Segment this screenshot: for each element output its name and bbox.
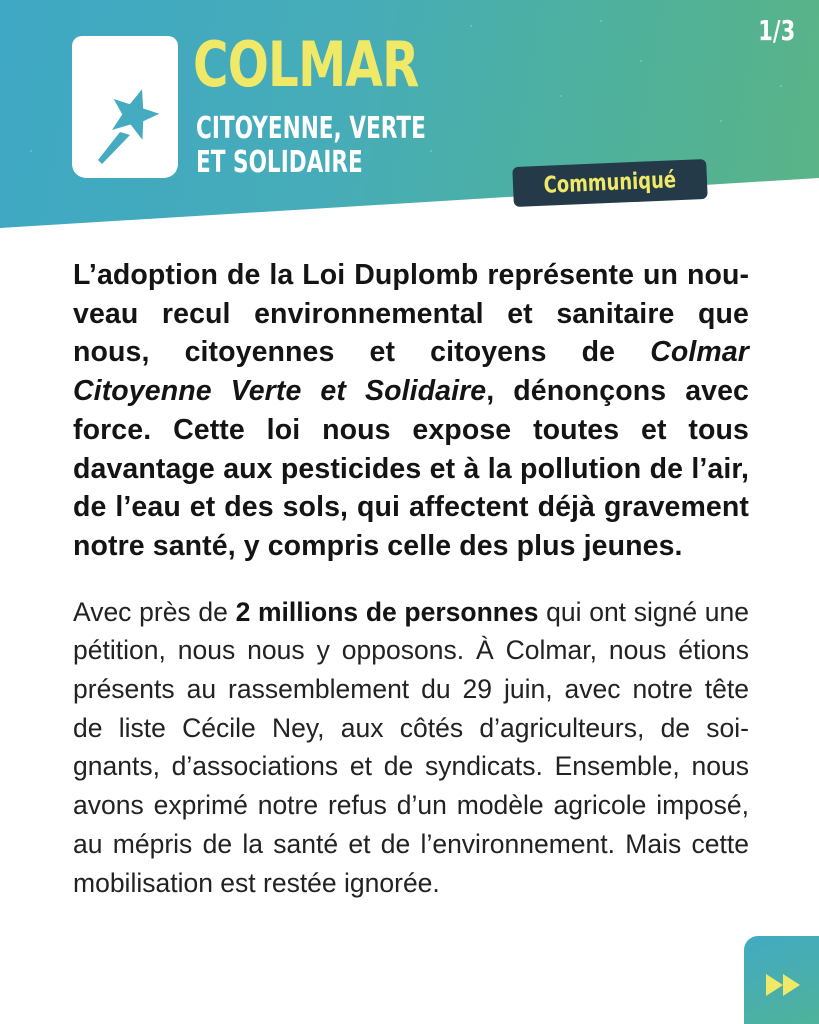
intro-text-end: , dénonçons avec force. Cette loi nous expose toutes et tous davantage aux pesticides et à la pollution de l’air, de l’eau et des sols, qui affectent déjà gravement notre santé, y compris celle des plus jeunes.	[73, 375, 749, 562]
fast-forward-icon	[766, 974, 802, 996]
brand-subtitle-line1: CITOYENNE, VERTE	[196, 111, 426, 146]
next-page-button[interactable]	[744, 936, 819, 1024]
star-logo-icon	[72, 36, 178, 178]
logo-shield	[72, 36, 178, 178]
intro-paragraph	[73, 256, 749, 566]
brand-title: COLMAR	[193, 28, 419, 101]
petition-count: 2 millions de personnes	[235, 596, 539, 627]
mobilisation-text-end: qui ont signé une pétition, nous nous y opposons. À Colmar, nous étions présents au rassemblement du 29 juin, avec notre tête de liste Cécile Ney, aux côtés d’agriculteurs, de soignants, d’associations et de syndicats. Ensemble, nous avons exprimé notre refus d’un modèle agricole imposé, au mépris de la santé et de l’environnement. Mais cette mobilisation est restée ignorée.	[73, 596, 750, 898]
mobilisation-text-start: Avec près de	[73, 596, 236, 627]
organization-name: Colmar Citoyenne Verte et Solidaire	[73, 336, 749, 408]
page-indicator: 1/3	[758, 14, 795, 47]
mobilisation-paragraph	[73, 593, 749, 903]
article-body	[73, 256, 749, 902]
communique-tag	[512, 159, 708, 207]
intro-text-start: L’adoption de la Loi Duplomb représente un nouveau recul environnemental et sanitaire que nous, citoyennes et citoyens de	[73, 259, 749, 369]
brand-subtitle-line2: ET SOLIDAIRE	[196, 145, 363, 180]
brand-subtitle	[196, 112, 426, 180]
tag-label: Communiqué	[543, 167, 677, 199]
